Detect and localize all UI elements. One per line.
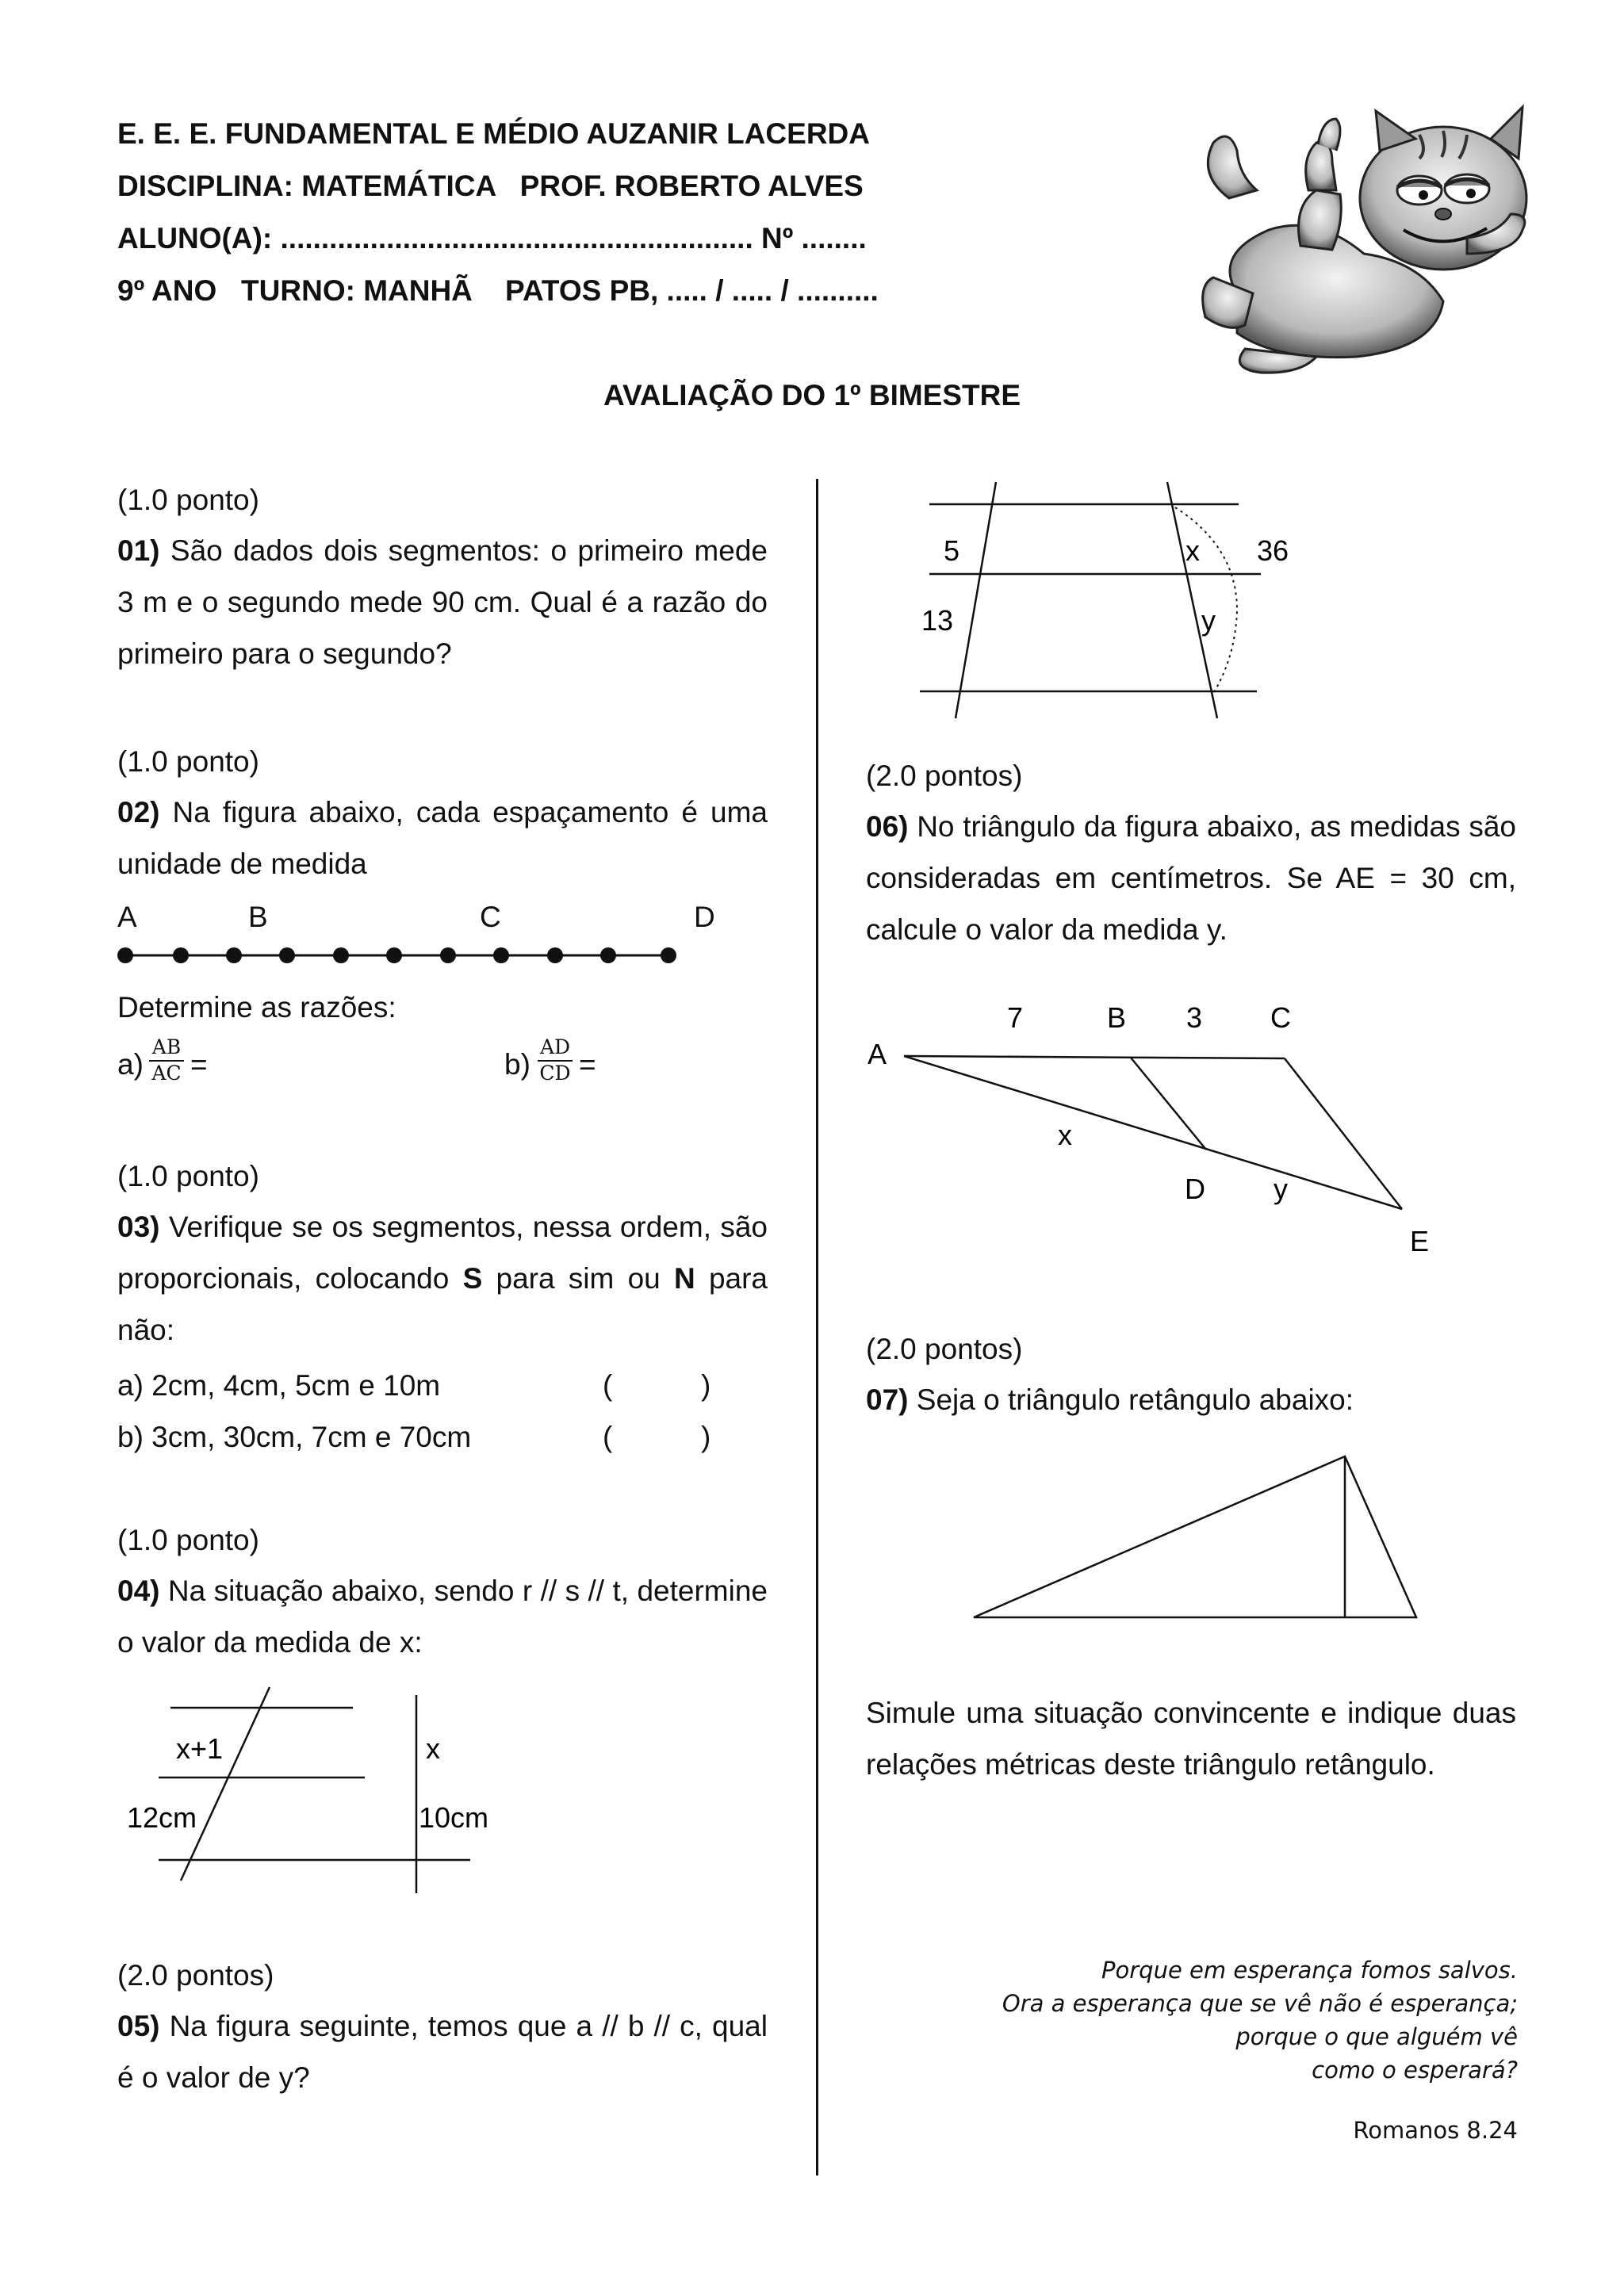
q2-points: (1.0 ponto) bbox=[117, 745, 259, 778]
q5-statement: Na figura seguinte, temos que a // b // c, qual é o valor de y? bbox=[117, 2010, 768, 2094]
q3-statement-part1: Verifique se os segmentos, nessa ordem, são proporcionais, colocando bbox=[117, 1211, 768, 1295]
quote-line-2: Ora a esperança que se vê não é esperança; bbox=[1002, 1990, 1518, 2017]
q3-item-b-paren-open: ( bbox=[603, 1421, 613, 1453]
q2-point-6 bbox=[440, 947, 456, 963]
q6-label-e: E bbox=[1410, 1225, 1430, 1257]
q2-b-equals: = bbox=[579, 1048, 596, 1081]
q5-transversal-left bbox=[956, 482, 996, 718]
q5-transversal-right bbox=[1167, 482, 1217, 718]
q2-b-denominator: CD bbox=[539, 1062, 571, 1085]
q7-points: (2.0 pontos) bbox=[866, 1333, 1023, 1365]
q6-label-a: A bbox=[868, 1038, 887, 1070]
q6-label-b: B bbox=[1107, 1001, 1127, 1034]
q7-statement: Seja o triângulo retângulo abaixo: bbox=[908, 1383, 1354, 1416]
q6-text bbox=[866, 801, 1516, 955]
q2-point-0 bbox=[117, 947, 133, 963]
q7-triangle bbox=[974, 1456, 1416, 1617]
quote-line-1: Porque em esperança fomos salvos. bbox=[1101, 1957, 1518, 1984]
q3-item-a: a) 2cm, 4cm, 5cm e 10m bbox=[117, 1369, 441, 1402]
q4-label-xplus1: x+1 bbox=[176, 1732, 224, 1765]
school-name: E. E. E. FUNDAMENTAL E MÉDIO AUZANIR LACERDA bbox=[117, 117, 870, 150]
q4-text bbox=[117, 1565, 768, 1668]
q2-label-c: C bbox=[480, 901, 501, 933]
q7-text bbox=[866, 1374, 1516, 1425]
q6-side-ac bbox=[904, 1056, 1285, 1058]
q4-label-12cm: 12cm bbox=[127, 1801, 197, 1834]
q3-number: 03) bbox=[117, 1211, 160, 1243]
q6-label-c: C bbox=[1270, 1001, 1291, 1034]
q7-followup: Simule uma situação convincente e indique duas relações métricas deste triângulo retângulo. bbox=[866, 1697, 1516, 1781]
q2-a-equals: = bbox=[190, 1048, 208, 1081]
q5-points: (2.0 pontos) bbox=[117, 1959, 274, 1992]
q3-item-b-paren-close: ) bbox=[701, 1421, 711, 1453]
q2-point-7 bbox=[493, 947, 509, 963]
q2-point-8 bbox=[547, 947, 563, 963]
q4-label-10cm: 10cm bbox=[419, 1801, 489, 1834]
q2-b-label: b) bbox=[504, 1048, 530, 1081]
q5-label-5: 5 bbox=[944, 534, 960, 567]
q3-item-b: b) 3cm, 30cm, 7cm e 70cm bbox=[117, 1421, 472, 1453]
q2-text bbox=[117, 786, 768, 890]
q2-b-numerator: AD bbox=[538, 1035, 573, 1062]
q5-label-36: 36 bbox=[1257, 534, 1289, 567]
q4-statement: Na situação abaixo, sendo r // s // t, determine o valor da medida de x: bbox=[117, 1575, 768, 1659]
q5-label-y: y bbox=[1201, 604, 1216, 637]
q4-figure bbox=[111, 1681, 492, 1911]
q2-number: 02) bbox=[117, 796, 160, 828]
q5-label-x: x bbox=[1185, 534, 1200, 567]
q6-label-7: 7 bbox=[1007, 1001, 1024, 1034]
student-line: ALUNO(A): .......................................................... Nº ........ bbox=[117, 222, 867, 254]
quote-line-3: porque o que alguém vê bbox=[1235, 2023, 1518, 2050]
q6-triangle-figure bbox=[856, 991, 1507, 1276]
q6-side-ae bbox=[904, 1056, 1402, 1209]
q2-point-3 bbox=[279, 947, 295, 963]
q2-a-numerator: AB bbox=[149, 1035, 184, 1062]
q2-a-denominator: AC bbox=[151, 1062, 182, 1085]
q2-label-a: A bbox=[117, 901, 137, 933]
q2-prompt: Determine as razões: bbox=[117, 991, 396, 1024]
q5-text bbox=[117, 2000, 768, 2103]
q6-label-x: x bbox=[1058, 1119, 1072, 1151]
q3-item-a-paren-close: ) bbox=[701, 1369, 711, 1402]
q6-points: (2.0 pontos) bbox=[866, 760, 1023, 792]
q2-b-fraction bbox=[538, 1035, 573, 1085]
q6-label-d: D bbox=[1185, 1173, 1205, 1205]
class-line: 9º ANO TURNO: MANHÃ PATOS PB, ..... / ..... / .......... bbox=[117, 274, 879, 307]
discipline-line: DISCIPLINA: MATEMÁTICA PROF. ROBERTO ALVES bbox=[117, 170, 864, 202]
q3-s-letter: S bbox=[462, 1262, 483, 1295]
q1-statement: São dados dois segmentos: o primeiro mede 3 m e o segundo mede 90 cm. Qual é a razão do primeiro para o segundo? bbox=[117, 534, 768, 670]
q6-label-y: y bbox=[1274, 1173, 1288, 1205]
q2-label-d: D bbox=[694, 901, 715, 933]
q4-transversal-left bbox=[181, 1687, 270, 1881]
q6-label-3: 3 bbox=[1186, 1001, 1203, 1034]
q2-a-label: a) bbox=[117, 1048, 144, 1081]
q2-segment-figure bbox=[111, 943, 682, 967]
q2-point-5 bbox=[386, 947, 402, 963]
q7-right-triangle-figure bbox=[967, 1443, 1443, 1633]
q4-points: (1.0 ponto) bbox=[117, 1524, 259, 1556]
q2-point-1 bbox=[173, 947, 189, 963]
exam-title: AVALIAÇÃO DO 1º BIMESTRE bbox=[603, 379, 1021, 411]
q6-side-ce bbox=[1285, 1058, 1402, 1209]
q3-text bbox=[117, 1201, 768, 1356]
q3-statement-part3: para não: bbox=[117, 1262, 768, 1346]
quote-reference: Romanos 8.24 bbox=[1353, 2117, 1518, 2144]
q2-point-9 bbox=[600, 947, 616, 963]
q4-label-x: x bbox=[426, 1732, 440, 1765]
q2-point-4 bbox=[333, 947, 349, 963]
q2-point-10 bbox=[661, 947, 676, 963]
q6-statement: No triângulo da figura abaixo, as medidas são consideradas em centímetros. Se AE = 30 cm, calcule o valor da medida y. bbox=[866, 810, 1516, 946]
q6-number: 06) bbox=[866, 810, 909, 843]
q5-number: 05) bbox=[117, 2010, 160, 2042]
q7-number: 07) bbox=[866, 1383, 909, 1416]
q2-a-fraction bbox=[149, 1035, 184, 1085]
q3-item-a-paren-open: ( bbox=[603, 1369, 613, 1402]
q3-statement-part2: para sim ou bbox=[482, 1262, 674, 1295]
q5-figure bbox=[896, 476, 1308, 729]
q3-n-letter: N bbox=[673, 1262, 695, 1295]
cartoon-cat-illustration bbox=[1182, 95, 1570, 381]
q1-text bbox=[117, 525, 768, 679]
column-divider bbox=[816, 479, 818, 2175]
q3-points: (1.0 ponto) bbox=[117, 1160, 259, 1192]
q1-number: 01) bbox=[117, 534, 160, 567]
q1-points: (1.0 ponto) bbox=[117, 484, 259, 516]
q2-point-2 bbox=[226, 947, 242, 963]
q2-label-b: B bbox=[248, 901, 268, 933]
quote-line-4: como o esperará? bbox=[1312, 2057, 1518, 2084]
q4-number: 04) bbox=[117, 1575, 160, 1607]
q6-segment-bd bbox=[1131, 1058, 1206, 1150]
q5-label-13: 13 bbox=[921, 604, 954, 637]
q2-statement: Na figura abaixo, cada espaçamento é uma unidade de medida bbox=[117, 796, 768, 880]
